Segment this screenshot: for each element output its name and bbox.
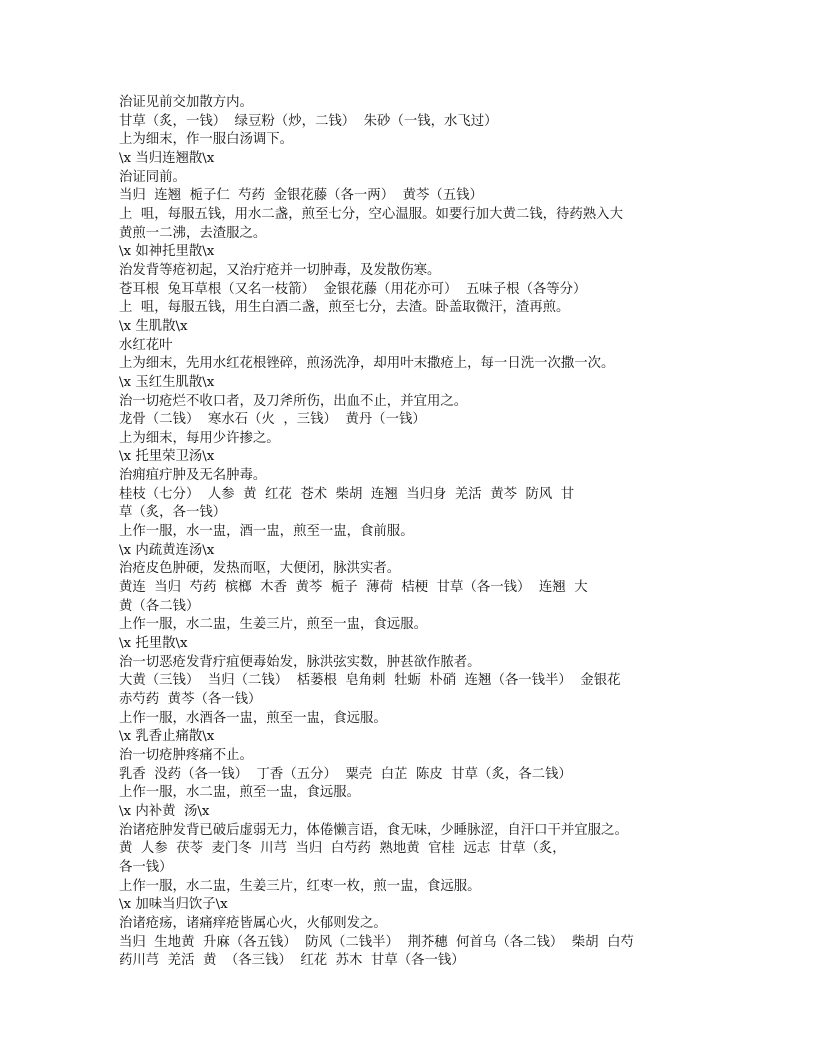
ingredients-line: 黄（各二钱）	[119, 598, 200, 614]
ingredients-line: 药川芎 羌活 黄 （各三钱） 红花 苏木 甘草（各一钱）	[119, 953, 465, 969]
ingredients-line: 当归 生地黄 升麻（各五钱） 防风（二钱半） 荆芥穗 何首乌（各二钱） 柴胡 白芍	[119, 934, 634, 950]
ingredients-line: 水红花叶	[119, 337, 173, 353]
ingredients-line: 甘草（炙，一钱） 绿豆粉（炒，二钱） 朱砂（一钱，水飞过）	[119, 113, 498, 129]
instructions-line: 上作一服，水二盅，生姜三片，红枣一枚，煎一盅，食远服。	[119, 878, 481, 894]
ingredients-line: 苍耳根 兔耳草根（又名一枝箭） 金银花藤（用花亦可） 五味子根（各等分）	[119, 281, 587, 297]
formula-title: \x 托里荣卫汤\x	[119, 449, 215, 465]
ingredients-line: 草（炙，各一钱）	[119, 505, 227, 521]
indication-line: 治诸疮肿发背已破后虚弱无力，体倦懒言语，食无味，少睡脉涩，自汗口干并宜服之。	[119, 822, 628, 838]
indication-line: 治证见前交加散方内。	[119, 95, 253, 110]
ingredients-line: 黄连 当归 芍药 槟榔 木香 黄芩 栀子 薄荷 桔梗 甘草（各一钱） 连翘 大	[119, 580, 588, 596]
formula-title: \x 当归连翘散\x	[119, 150, 215, 166]
ingredients-line: 大黄（三钱） 当归（二钱） 栝蒌根 皂角刺 牡蛎 朴硝 连翘（各一钱半） 金银花	[119, 673, 621, 689]
indication-line: 治痈疽疔肿及无名肿毒。	[119, 468, 267, 484]
formula-title: \x 玉红生肌散\x	[119, 374, 215, 390]
formula-title: \x 托里散\x	[119, 636, 188, 652]
instructions-line: 上 咀，每服五钱，用生白酒二盏，煎至七分，去渣。卧盖取微汗，渣再煎。	[119, 300, 570, 316]
instructions-line: 上 咀，每服五钱，用水二盏，煎至七分，空心温服。如要行加大黄二钱，待药熟入大	[119, 206, 623, 222]
instructions-line: 黄煎一二沸，去渣服之。	[119, 225, 267, 241]
instructions-line: 上为细末，每用少许掺之。	[119, 430, 280, 446]
ingredients-line: 黄 人参 茯苓 麦门冬 川芎 当归 白芍药 熟地黄 官桂 远志 甘草（炙，	[119, 841, 566, 857]
formula-title: \x 如神托里散\x	[119, 244, 215, 260]
formula-title: \x 生肌散\x	[119, 318, 188, 334]
formula-title: \x 内疏黄连汤\x	[119, 542, 215, 558]
indication-line: 治一切恶疮发背疔疽便毒始发，脉洪弦实数，肿甚欲作脓者。	[119, 654, 481, 670]
indication-line: 治发背等疮初起，又治疔疮并一切肿毒，及发散伤寒。	[119, 262, 441, 278]
ingredients-line: 乳香 没药（各一钱） 丁香（五分） 粟壳 白芷 陈皮 甘草（炙，各二钱）	[119, 766, 572, 782]
ingredients-line: 各一钱）	[119, 859, 173, 875]
formula-title: \x 乳香止痛散\x	[119, 729, 215, 745]
instructions-line: 上作一服，水酒各一盅，煎至一盅，食远服。	[119, 710, 387, 726]
formula-title: \x 加味当归饮子\x	[119, 897, 228, 913]
document-page	[119, 94, 679, 971]
indication-line: 治证同前。	[119, 169, 186, 185]
indication-line: 治疮皮色肿硬，发热而呕，大便闭，脉洪实者。	[119, 561, 401, 577]
instructions-line: 上作一服，水二盅，煎至一盅，食远服。	[119, 785, 361, 801]
ingredients-line: 桂枝（七分） 人参 黄 红花 苍术 柴胡 连翘 当归身 羌活 黄芩 防风 甘	[119, 486, 575, 502]
instructions-line: 上作一服，水一盅，酒一盅，煎至一盅，食前服。	[119, 524, 414, 540]
instructions-line: 上为细末，作一服白汤调下。	[119, 132, 294, 148]
formula-title: \x 内补黄 汤\x	[119, 803, 210, 819]
instructions-line: 上为细末，先用水红花根锉碎，煎汤洗净，却用叶末撒疮上，每一日洗一次撒一次。	[119, 356, 615, 372]
indication-line: 治一切疮肿疼痛不止。	[119, 747, 253, 763]
ingredients-line: 龙骨（二钱） 寒水石（火 ，三钱） 黄丹（一钱）	[119, 412, 426, 428]
instructions-line: 上作一服，水二盅，生姜三片，煎至一盅，食远服。	[119, 617, 427, 633]
ingredients-line: 赤芍药 黄芩（各一钱）	[119, 692, 262, 707]
indication-line: 治一切疮烂不收口者，及刀斧所伤，出血不止，并宜用之。	[119, 393, 468, 409]
indication-line: 治诸疮疡，诸痛痒疮皆属心火，火郁则发之。	[119, 915, 387, 931]
ingredients-line: 当归 连翘 栀子仁 芍药 金银花藤（各一两） 黄芩（五钱）	[119, 188, 483, 204]
